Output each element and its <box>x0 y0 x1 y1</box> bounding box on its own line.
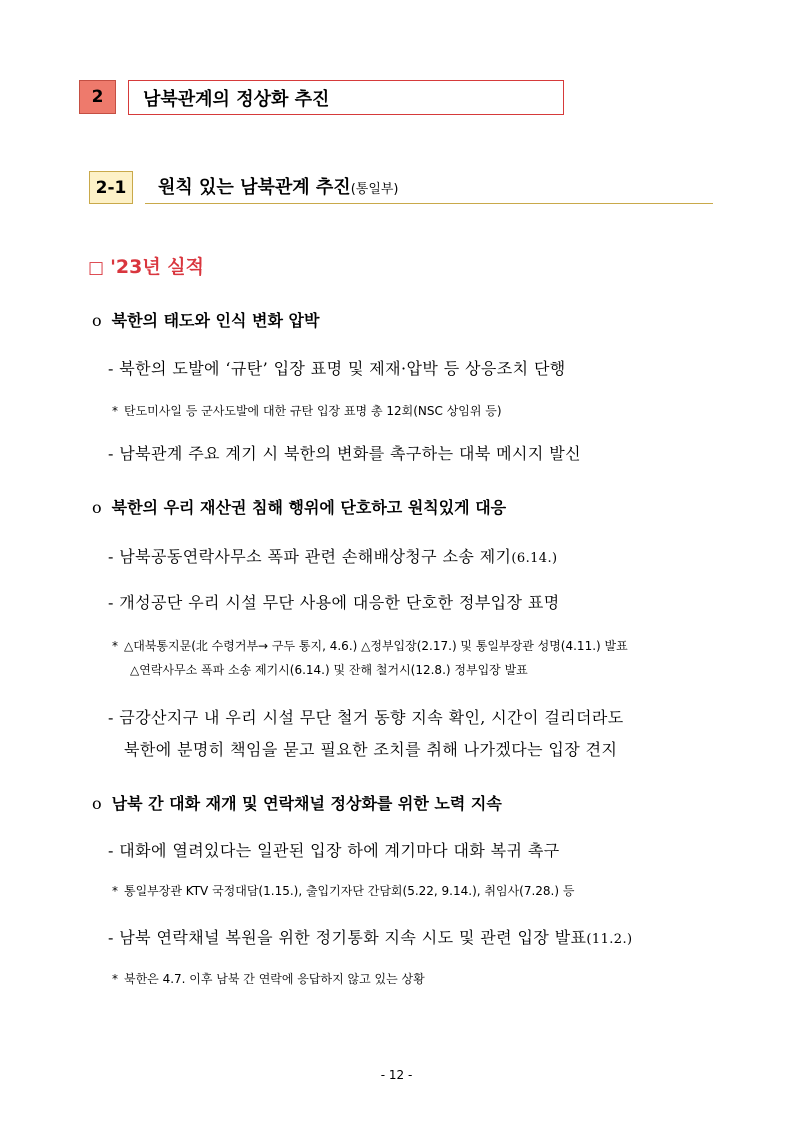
bullet-heading <box>92 791 502 814</box>
footnote-text: △대북통지문(北 수령거부→ 구두 통지, 4.6.) △정부입장(2.17.) 및 통일부장관 성명(4.11.) 발표 <box>124 639 628 653</box>
page-number: - 12 - <box>380 1068 413 1082</box>
footnote-continued: △연락사무소 폭파 소송 제기시(6.14.) 및 잔해 철거시(12.8.) 정부입장 발표 <box>130 663 528 677</box>
achievements-label: '23년 실적 <box>110 256 204 278</box>
bullet-heading-text: 북한의 우리 재산권 침해 행위에 단호하고 원칙있게 대응 <box>111 498 507 517</box>
list-item: - 북한의 도발에 ‘규탄’ 입장 표명 및 제재·압박 등 상응조치 단행 <box>108 359 566 378</box>
subsection-number: 2-1 <box>89 171 133 204</box>
achievements-heading <box>88 252 204 279</box>
list-item: - 개성공단 우리 시설 무단 사용에 대응한 단호한 정부입장 표명 <box>108 593 560 612</box>
list-item: - 남북관계 주요 계기 시 북한의 변화를 촉구하는 대북 메시지 발신 <box>108 444 581 463</box>
subsection-title-text: 원칙 있는 남북관계 추진 <box>158 177 351 198</box>
bullet-heading-text: 북한의 태도와 인식 변화 압박 <box>111 311 320 330</box>
list-item-date: (6.14.) <box>511 551 558 566</box>
subsection-underline <box>145 203 713 204</box>
subsection-org: (통일부) <box>350 182 399 197</box>
asterisk-icon: * <box>112 884 118 898</box>
asterisk-icon: * <box>112 972 118 986</box>
bullet-heading <box>92 308 319 331</box>
bullet-marker: o <box>92 794 102 813</box>
list-item <box>108 925 632 948</box>
bullet-heading-text: 남북 간 대화 재개 및 연락채널 정상화를 위한 노력 지속 <box>111 794 502 813</box>
footnote <box>112 970 425 987</box>
checkbox-square-icon: □ <box>88 258 105 278</box>
footnote <box>112 637 628 654</box>
bullet-heading <box>92 495 506 518</box>
bullet-marker: o <box>92 311 102 330</box>
list-item-date: (11.2.) <box>586 932 633 947</box>
footnote <box>112 882 574 899</box>
asterisk-icon: * <box>112 639 118 653</box>
footnote <box>112 402 502 419</box>
list-item <box>108 544 557 567</box>
list-item-text: - 남북 연락채널 복원을 위한 정기통화 지속 시도 및 관련 입장 발표 <box>108 928 587 947</box>
list-item: - 대화에 열려있다는 일관된 입장 하에 계기마다 대화 복귀 촉구 <box>108 841 560 860</box>
footnote-text: 통일부장관 KTV 국정대담(1.15.), 출입기자단 간담회(5.22, 9.14.), 취임사(7.28.) 등 <box>124 884 575 898</box>
list-item-continued: 북한에 분명히 책임을 묻고 필요한 조치를 취해 나가겠다는 입장 견지 <box>124 740 618 759</box>
section-number: 2 <box>79 80 116 114</box>
subsection-title <box>158 173 399 199</box>
bullet-marker: o <box>92 498 102 517</box>
footnote-text: 탄도미사일 등 군사도발에 대한 규탄 입장 표명 총 12회(NSC 상임위 등) <box>124 404 502 418</box>
list-item-text: - 남북공동연락사무소 폭파 관련 손해배상청구 소송 제기 <box>108 547 512 566</box>
asterisk-icon: * <box>112 404 118 418</box>
footnote-text: 북한은 4.7. 이후 남북 간 연락에 응답하지 않고 있는 상황 <box>124 972 425 986</box>
list-item: - 금강산지구 내 우리 시설 무단 철거 동향 지속 확인, 시간이 걸리더라도 <box>108 708 624 727</box>
section-title: 남북관계의 정상화 추진 <box>128 80 564 115</box>
